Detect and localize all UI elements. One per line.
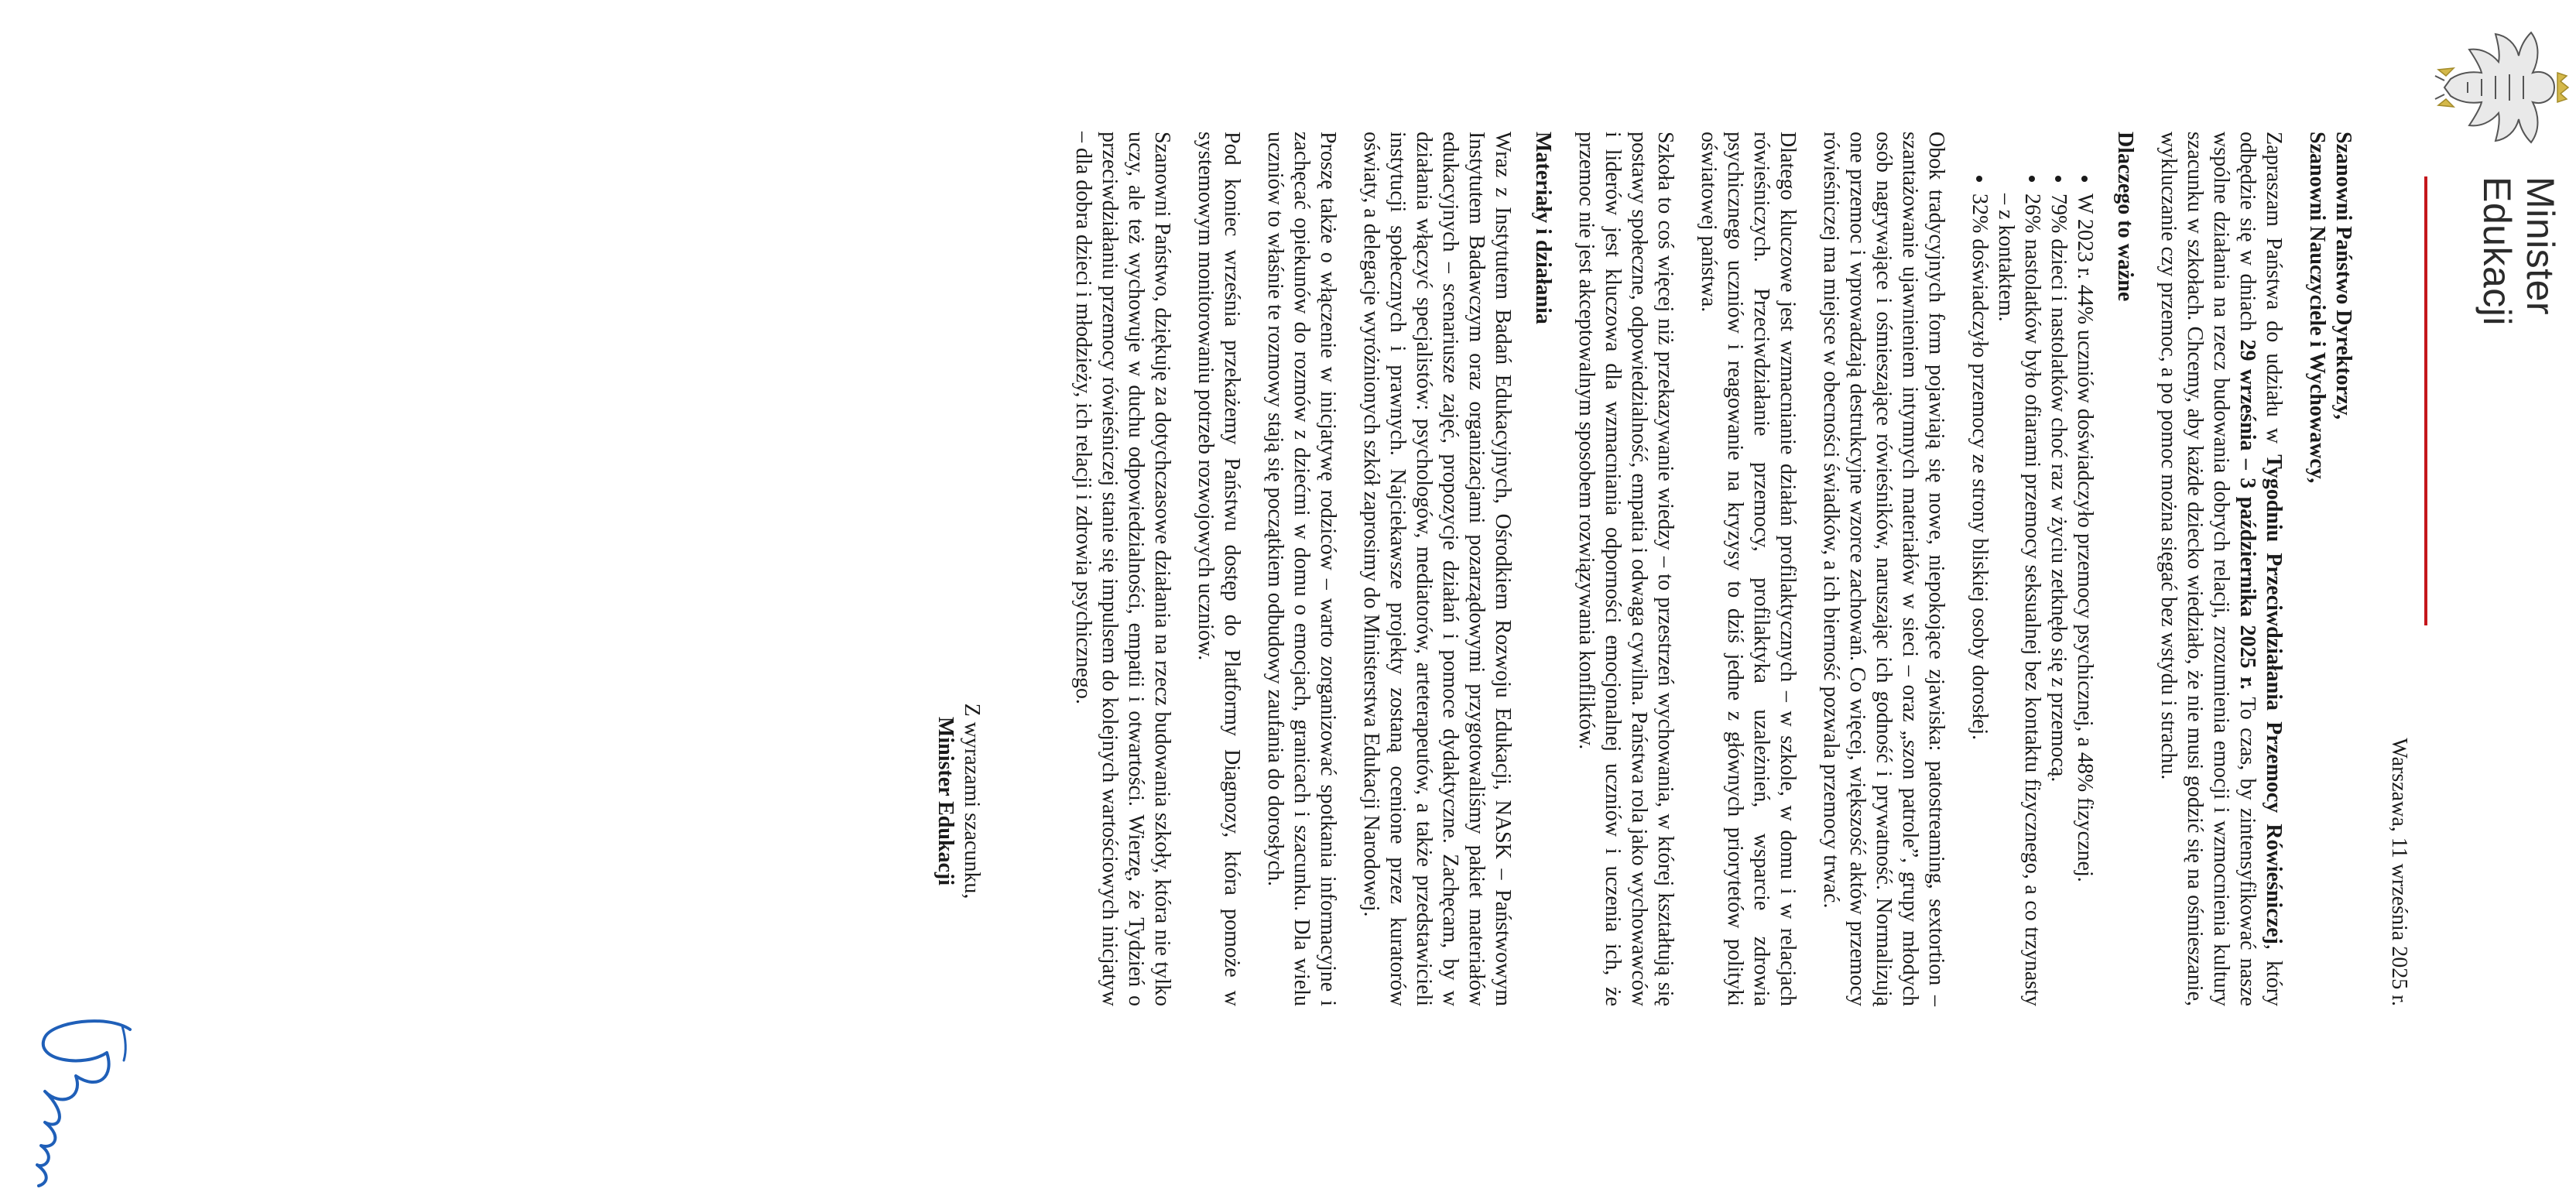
list-item: • 32% doświadczyło przemocy ze strony bliskiej osoby dorosłej. bbox=[1966, 194, 1992, 1006]
paragraph-thanks: Szanowni Państwo, dziękuję za dotychczasowe działania na rzecz budowania szkoły, która nie tylko uczy, ale też wychowuje w duchu odpowiedzialności, empatii i otwartości. Wierzę, że Tydzień o przeciwdziałaniu przemocy rówieśniczej stanie się impulsem do kolejnych wartościowych inicjatyw – dla dobra dzieci i młodzieży, ich relacji i zdrowia psychicznego. bbox=[1071, 132, 1174, 1006]
signatory-title: Minister Edukacji bbox=[933, 716, 957, 886]
salutation-line1: Szanowni Państwo Dyrektorzy, bbox=[2331, 132, 2355, 420]
salutation-line2: Szanowni Nauczyciele i Wychowawcy, bbox=[2305, 132, 2329, 484]
paragraph-platform: Pod koniec września przekażemy Państwu dostęp do Platformy Diagnozy, która pomoże w systemowym monitorowaniu potrzeb rozwojowych uczniów. bbox=[1194, 132, 1244, 1006]
red-accent-rule bbox=[2424, 176, 2427, 625]
intro-event-name: Tygodniu Przeciwdziałania Przemocy Rówieśniczej bbox=[2262, 454, 2286, 944]
intro-text-a: Zapraszam Państwa do udziału w bbox=[2262, 132, 2286, 455]
intro-text-c: To czas, by zintensyfikować nasze wspólne działania na rzecz budowania dobrych relacji, zrozumienia emocji i wzmocnienia kultury szacunku w szkołach. Chcemy, aby każde dziecko wiedziało, że nie musi godzić się na ośmieszanie, wykluczanie czy przemoc, a po pomoc można sięgać bez wstydu i strachu. bbox=[2156, 132, 2259, 1006]
list-item: • 79% dzieci i nastolatków choć raz w życiu zetknęło się z przemocą. bbox=[2045, 194, 2071, 1006]
letter-body bbox=[915, 132, 2412, 1006]
paragraph-new-phenomena: Obok tradycyjnych form pojawiają się nowe, niepokojące zjawiska: patostreaming, sextortion – szantażowanie ujawnieniem intymnych materiałów w sieci – oraz „szon patrole”, grupy młodych osób nagrywające i ośmieszające rówieśników, naruszając ich godność i prywatność. Normalizują one przemoc i wprowadzają destrukcyjne wzorce zachowań. Co więcej, większość aktów przemocy rówieśniczej ma miejsce w obecności świadków, a ich bierność pozwala przemocy trwać. bbox=[1819, 132, 1948, 1006]
intro-event-dates: 29 września – 3 października 2025 r. bbox=[2235, 339, 2259, 690]
paragraph-prevention: Dlatego kluczowe jest wzmacnianie działań profilaktycznych – w szkole, w domu i w relacjach rówieśniczych. Przeciwdziałanie przemocy, profilaktyka uzależnień, wsparcie zdrowia psychicznego uczniów i reagowanie na kryzysy to dziś jedne z głównych priorytetów polityki oświatowej państwa. bbox=[1697, 132, 1800, 1006]
paragraph-parents: Proszę także o włączenie w inicjatywę rodziców – warto zorganizować spotkania informacyjne i zachęcać opiekunów do rozmów z dziećmi w domu o emocjach, granicach i szacunku. Dla wielu uczniów to właśnie te rozmowy stają się początkiem odbudowy zaufania do dorosłych. bbox=[1263, 132, 1340, 1006]
closing-line: Z wyrazami szacunku, bbox=[960, 703, 984, 899]
section-heading-materials: Materiały i działania bbox=[1531, 132, 1555, 324]
paragraph-materials: Wraz z Instytutem Badań Edukacyjnych, Ośrodkiem Rozwoju Edukacji, NASK – Państwowym Instytutem Badawczym oraz organizacjami pozarządowymi przygotowaliśmy pakiet materiałów edukacyjnych – scenariusze zajęć, propozycje działań i pomoce dydaktyczne. Zachęcam, by w działania włączyć specjalistów: psychologów, mediatorów, arteterapeutów, a także przedstawicieli instytucji społecznych i prawnych. Najciekawsze projekty zostaną ocenione przez kuratorów oświaty, a delegacje wyróżnionych szkół zaprosimy do Ministerstwa Edukacji Narodowej. bbox=[1359, 132, 1515, 1006]
statistics-list bbox=[1966, 132, 2098, 1006]
paragraph-school-role: Szkoła to coś więcej niż przekazywanie wiedzy – to przestrzeń wychowania, w której kształtują się postawy społeczne, odpowiedzialność, empatia i odwaga cywilna. Państwa rola jako wychowawców i liderów jest kluczowa dla wzmacniania odporności emocjonalnej uczniów i uczenia ich, że przemoc nie jest akceptowalnym sposobem rozwiązywania konfliktów. bbox=[1574, 132, 1677, 1006]
section-heading-why: Dlaczego to ważne bbox=[2113, 132, 2137, 302]
ministry-name-line2: Edukacji bbox=[2475, 176, 2519, 326]
closing bbox=[932, 132, 985, 1006]
polish-eagle-emblem-icon bbox=[2434, 22, 2570, 153]
handwritten-signature bbox=[22, 1006, 161, 1192]
ministry-name-line1: Minister bbox=[2519, 176, 2562, 316]
list-item: • W 2023 r. 44% uczniów doświadczyło przemocy psychicznej, a 48% fizycznej. bbox=[2071, 194, 2098, 1006]
intro-text-b: , który odbędzie się w dniach bbox=[2235, 132, 2286, 1007]
letter-date: Warszawa, 11 września 2025 r. bbox=[2387, 738, 2411, 1006]
ministry-name bbox=[2475, 176, 2562, 455]
list-item: • 26% nastolatków było ofiarami przemocy seksualnej bez kontaktu fizycznego, a co trzynasty – z kontaktem. bbox=[1992, 194, 2045, 1006]
salutation bbox=[2304, 132, 2356, 1006]
intro-paragraph bbox=[2155, 132, 2287, 1006]
